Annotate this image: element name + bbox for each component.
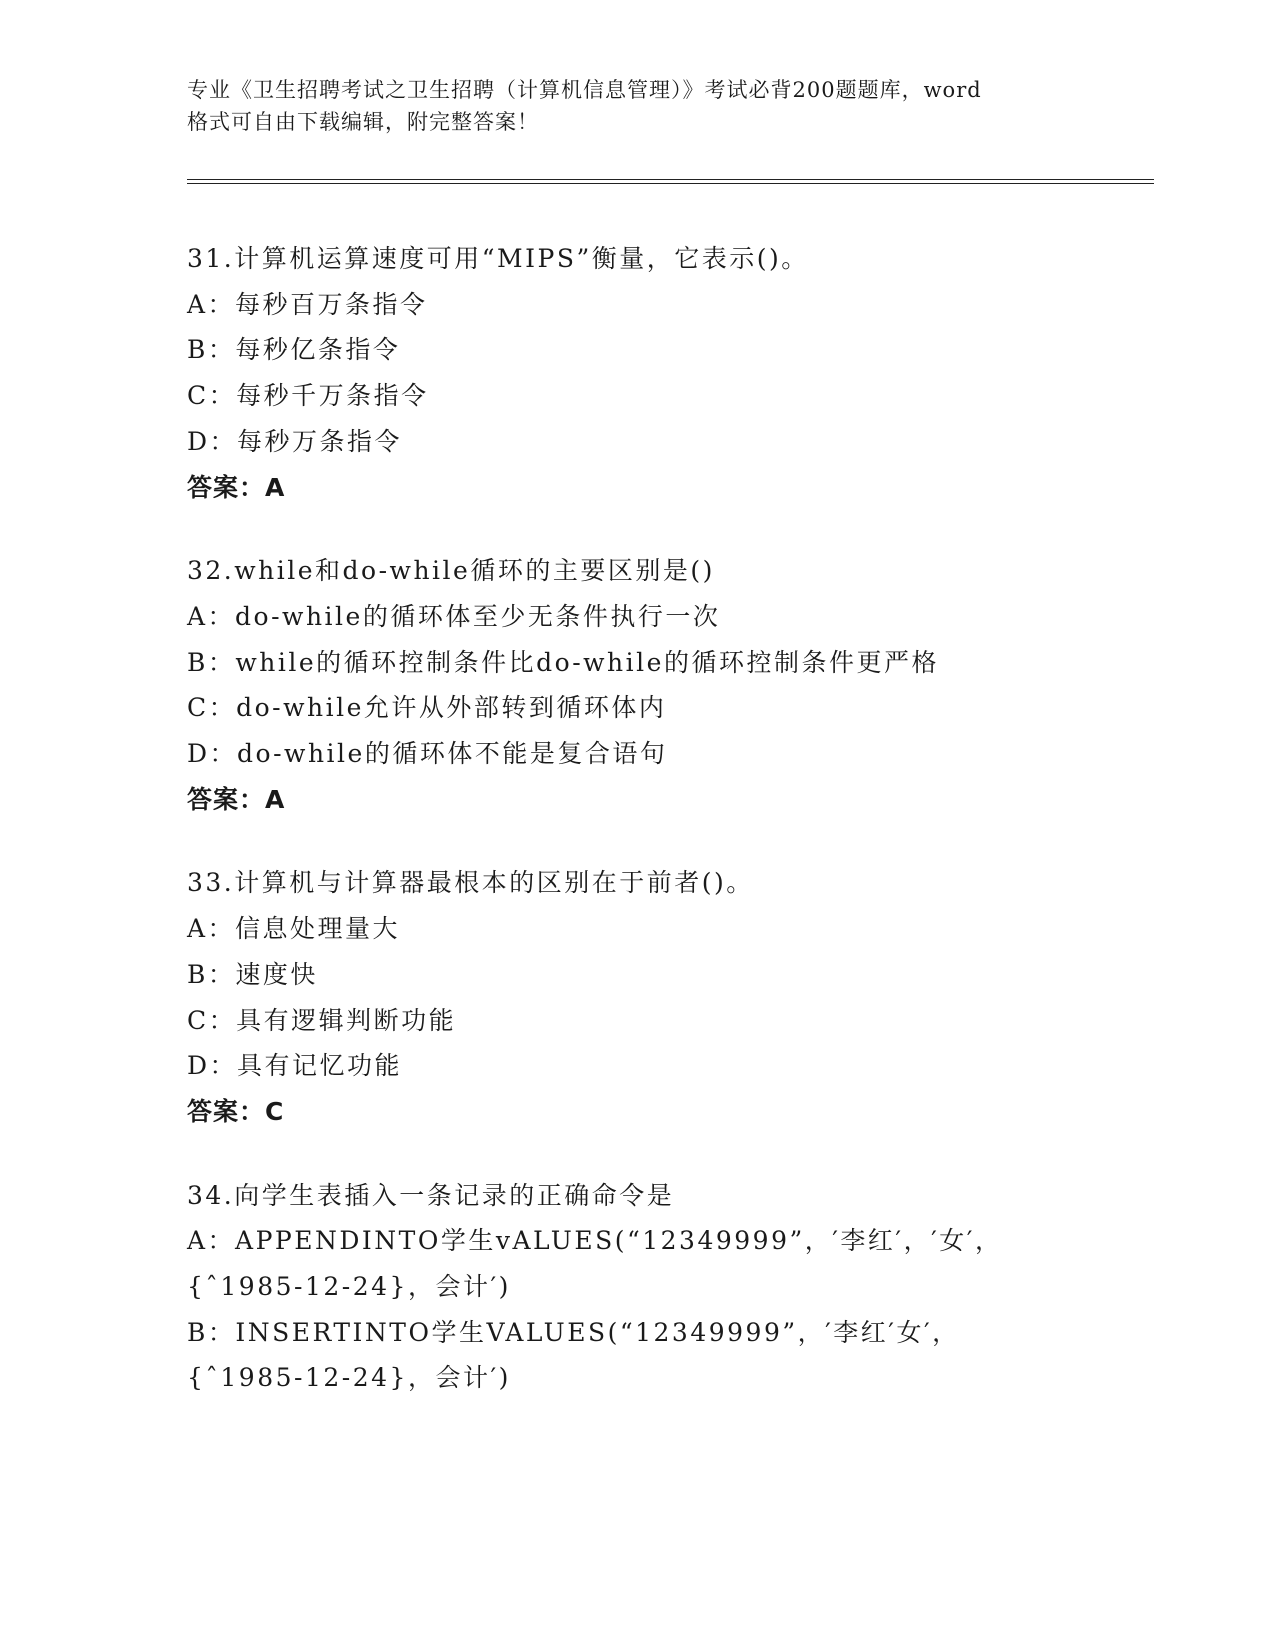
question-stem: 31.计算机运算速度可用“MIPS”衡量，它表示()。 xyxy=(187,244,809,273)
option-a: A：信息处理量大 xyxy=(187,914,401,944)
option-c: C：do-while允许从外部转到循环体内 xyxy=(187,693,667,723)
option-a: A：每秒百万条指令 xyxy=(187,289,428,319)
answer-text: 答案：A xyxy=(187,784,286,814)
header-divider-bottom xyxy=(187,183,1154,184)
option-b: B：while的循环控制条件比do-while的循环控制条件更严格 xyxy=(187,647,939,677)
header-line-1: 专业《卫生招聘考试之卫生招聘（计算机信息管理）》考试必背200题题库，word xyxy=(187,78,982,102)
option-d: D：do-while的循环体不能是复合语句 xyxy=(187,739,668,769)
option-b: B：每秒亿条指令 xyxy=(187,335,401,365)
option-d: D：每秒万条指令 xyxy=(187,426,403,456)
answer-text: 答案：A xyxy=(187,472,286,502)
option-b: B：速度快 xyxy=(187,959,318,989)
document-header xyxy=(187,74,1087,138)
option-c: C：具有逻辑判断功能 xyxy=(187,1005,457,1035)
question-34 xyxy=(187,1173,1154,1402)
answer-text: 答案：C xyxy=(187,1096,285,1126)
option-a: A：APPENDINTO学生vALUES(“12349999”，′李红′，′女′，{ˆ1985-12-24}，会计′) xyxy=(187,1226,1003,1302)
option-a: A：do-while的循环体至少无条件执行一次 xyxy=(187,601,721,631)
question-33 xyxy=(187,860,1154,1134)
option-c: C：每秒千万条指令 xyxy=(187,381,429,411)
option-d: D：具有记忆功能 xyxy=(187,1051,403,1081)
question-stem: 33.计算机与计算器最根本的区别在于前者()。 xyxy=(187,868,754,898)
header-line-2: 格式可自由下载编辑，附完整答案！ xyxy=(187,110,539,134)
question-31 xyxy=(187,236,1154,510)
option-b: B：INSERTINTO学生VALUES(“12349999”，′李红′女′，{ˆ1985-12-24}，会计′) xyxy=(187,1317,960,1393)
question-32 xyxy=(187,548,1154,822)
question-stem: 34.向学生表插入一条记录的正确命令是 xyxy=(187,1180,675,1210)
header-divider-top xyxy=(187,179,1154,180)
question-stem: 32.while和do-while循环的主要区别是() xyxy=(187,556,715,586)
question-list xyxy=(187,236,1154,1439)
